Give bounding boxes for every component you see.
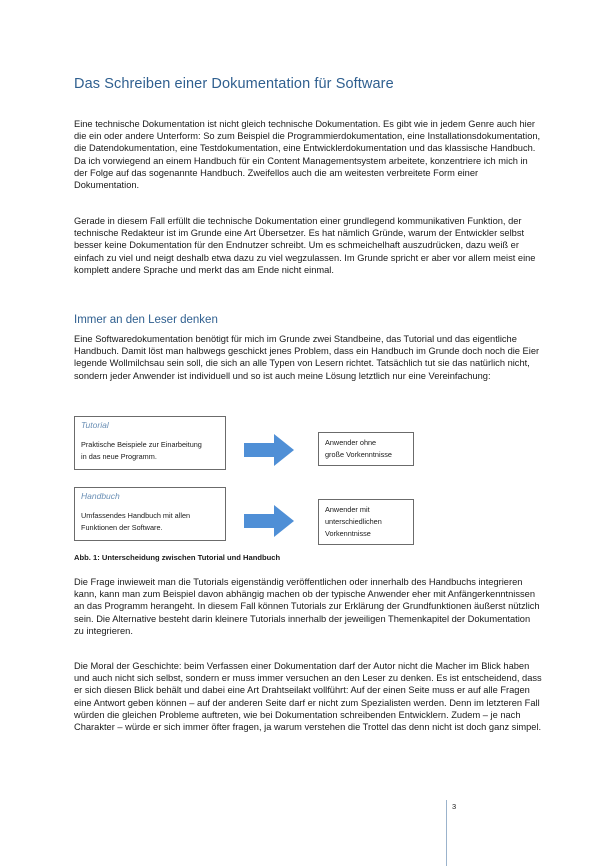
tutorial-target [325, 437, 392, 461]
tutorial-target-line: große Vorkenntnisse [325, 450, 392, 459]
tutorial-description [81, 439, 202, 463]
tutorial-target-line: Anwender ohne [325, 438, 377, 447]
figure-caption: Abb. 1: Unterscheidung zwischen Tutorial und Handbuch [74, 553, 281, 562]
handbuch-target-line: Anwender mit [325, 505, 370, 514]
tutorial-box [74, 416, 226, 470]
arrow-shape [244, 505, 294, 537]
handbuch-target-line: unterschiedlichen [325, 517, 382, 526]
handbuch-description-line: Funktionen der Software. [81, 523, 163, 532]
document-title: Das Schreiben einer Dokumentation für Software [74, 76, 394, 92]
tutorial-description-line: Praktische Beispiele zur Einarbeitung [81, 440, 202, 449]
paragraph-tutorial-integration: Die Frage inwieweit man die Tutorials eigenständig veröffentlichen oder innerhalb des Handbuchs integrieren kann, kann man zum Beispiel davon abhängig machen ob der typische Anwender eher mit Anfängerkenntnissen an das Programm herangeht. In diesem Fall können Tutorials zur Erklärung der Grundfunktionen äußerst nützlich sein. Die Alternative besteht darin kleinere Tutorials innerhalb der jeweiligen Themenkapitel der Dokumentation zu integrieren. [74, 577, 540, 636]
handbuch-target-box [318, 499, 414, 545]
tutorial-target-box [318, 432, 414, 466]
handbuch-description [81, 510, 190, 534]
handbuch-target [325, 504, 382, 540]
paragraph-two-pillars: Eine Softwaredokumentation benötigt für mich im Grunde zwei Standbeine, das Tutorial und das eigentliche Handbuch. Damit löst man halbwegs geschickt jenes Problem, dass ein Handbuch im Grunde doch noch die Eier legende Wollmilchsau sein soll, die sich an alle Typen von Lesern richtet. Tatsächlich tut sie das natürlich nicht, sondern jeder Anwender ist individuell und so ist auch meine Lösung letztlich nur eine Vereinfachung: [74, 334, 540, 381]
section-heading: Immer an den Leser denken [74, 314, 218, 326]
paragraph-moral: Die Moral der Geschichte: beim Verfassen einer Dokumentation darf der Autor nicht die Macher im Blick haben und auch nicht sich selbst, sondern er muss immer versuchen an den Leser zu denken. Es ist entscheidend, dass er sich diesen Blick behält und dabei eine Art Drahtseilakt vollführt: Auf der einen Seite muss er auf alle Fragen eine Antwort geben können – auf der anderen Seite darf er nicht zum Spezialisten werden. Denn im letzteren Fall würden die gleichen Probleme auftreten, wie bei Dokumentation schreibenden Entwicklern. Zudem – je nach Charakter – würde er sich immer öfter fragen, ja warum verstehen die Trottel das denn nicht ist doch ganz simpel. [74, 661, 542, 733]
handbuch-label: Handbuch [81, 491, 120, 501]
right-arrow-icon [244, 505, 294, 537]
paragraph-intro: Eine technische Dokumentation ist nicht gleich technische Dokumentation. Es gibt wie in jedem Genre auch hier die ein oder andere Unterform: So zum Beispiel die Programmierdokumentation, eine Installationsdokumentation, die Datendokumentation, eine Testdokumentation, eine Entwicklerdokumentation und das klassische Handbuch. Da ich vorwiegend an einem Handbuch für ein Content Managementsystem arbeitete, konzentriere ich mich in der Folge auf das sogenannte Handbuch. Zweifellos auch die am weitesten verbreitete Form einer Dokumentation. [74, 119, 541, 191]
tutorial-description-line: in das neue Programm. [81, 452, 157, 461]
handbuch-box [74, 487, 226, 541]
footer-divider [446, 800, 447, 866]
right-arrow-icon [244, 434, 294, 466]
tutorial-label: Tutorial [81, 420, 109, 430]
handbuch-description-line: Umfassendes Handbuch mit allen [81, 511, 191, 520]
arrow-shape [244, 434, 294, 466]
paragraph-translator: Gerade in diesem Fall erfüllt die technische Dokumentation einer grundlegend kommunikativen Funktion, der technische Redakteur ist im Grunde eine Art Übersetzer. Es hat nämlich Gründe, warum der Entwickler selbst besser keine Dokumentation für den Endnutzer schreibt. Um es schmeichelhaft auszudrücken, dazu weiß er einfach zu viel und neigt deshalb etwa dazu zu viel wegzulassen. Im Grunde spricht er aber vor allem meist eine komplett andere Sprache und merkt das am Ende nicht einmal. [74, 216, 536, 275]
handbuch-target-line: Vorkenntnisse [325, 529, 371, 538]
page-number: 3 [452, 802, 457, 811]
